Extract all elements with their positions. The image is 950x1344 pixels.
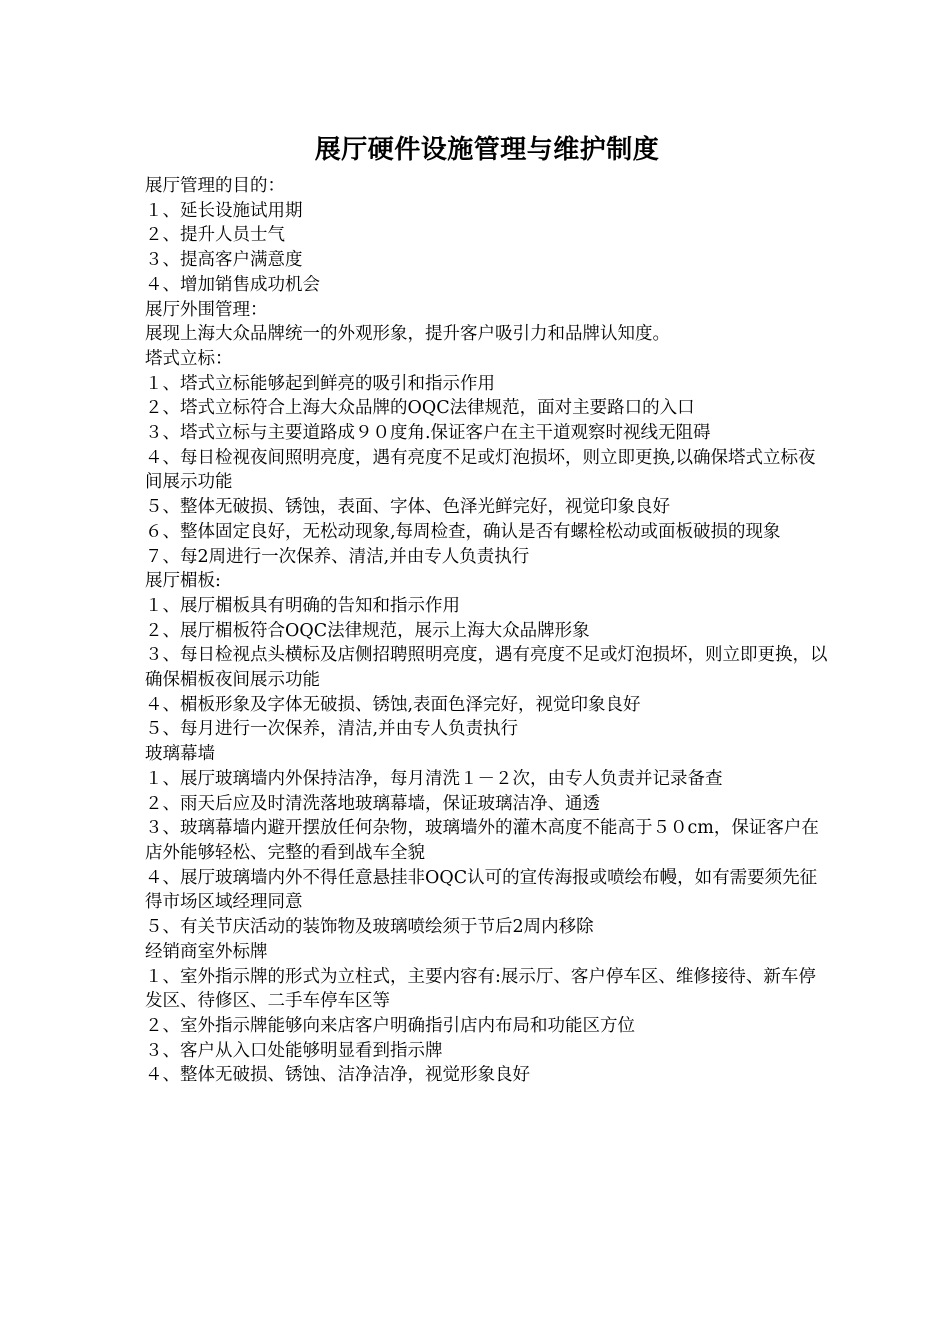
paragraph-line: ３、客户从入口处能够明显看到指示牌	[145, 1040, 443, 1061]
paragraph-line: ２、室外指示牌能够向来店客户明确指引店内布局和功能区方位	[145, 1015, 635, 1036]
paragraph-line: １、展厅楣板具有明确的告知和指示作用	[145, 595, 460, 616]
paragraph-line: ５、有关节庆活动的装饰物及玻璃喷绘须于节后2周内移除	[145, 917, 594, 938]
paragraph-line: ３、每日检视点头横标及店侧招聘照明亮度，遇有亮度不足或灯泡损坏，则立即更换，以确保楣板夜间展示功能	[145, 645, 828, 691]
paragraph-line: ２、展厅楣板符合OQC法律规范，展示上海大众品牌形象	[145, 620, 590, 641]
paragraph-line: ５、每月进行一次保养，清洁,并由专人负责执行	[145, 719, 519, 740]
paragraph-line: １、延长设施试用期	[145, 200, 303, 221]
paragraph-line: ２、塔式立标符合上海大众品牌的OQC法律规范，面对主要路口的入口	[145, 398, 695, 419]
document-page	[145, 128, 829, 1088]
paragraph-line: ４、展厅玻璃墙内外不得任意悬挂非OQC认可的宣传海报或喷绘布幔，如有需要须先征得市场区域经理同意	[145, 867, 818, 913]
paragraph-line: ２、雨天后应及时清洗落地玻璃幕墙，保证玻璃洁净、通透	[145, 793, 600, 814]
paragraph-line: 展厅管理的目的：	[145, 176, 285, 196]
paragraph-line: ７、每2周进行一次保养、清洁,并由专人负责执行	[145, 546, 530, 567]
paragraph-line: ４、整体无破损、锈蚀、洁净洁净，视觉形象良好	[145, 1065, 530, 1086]
paragraph-line: ４、增加销售成功机会	[145, 274, 320, 295]
paragraph-line: 展厅外围管理：	[145, 299, 268, 320]
paragraph-line: 展现上海大众品牌统一的外观形象，提升客户吸引力和品牌认知度。	[145, 324, 670, 345]
document-title: 展厅硬件设施管理与维护制度	[314, 135, 660, 165]
paragraph-line: ２、提升人员士气	[145, 225, 285, 246]
paragraph-line: １、塔式立标能够起到鲜亮的吸引和指示作用	[145, 373, 495, 394]
paragraph-line: ６、整体固定良好，无松动现象,每周检查，确认是否有螺栓松动或面板破损的现象	[145, 521, 781, 542]
paragraph-line: ３、提高客户满意度	[145, 250, 303, 271]
paragraph-line: １、室外指示牌的形式为立柱式，主要内容有:展示厅、客户停车区、维修接待、新车停发区、待修区、二手车停车区等	[145, 966, 816, 1012]
paragraph-line: ５、整体无破损、锈蚀，表面、字体、色泽光鲜完好，视觉印象良好	[145, 497, 670, 518]
paragraph-line: 塔式立标：	[145, 348, 233, 369]
document-body	[145, 174, 829, 1088]
paragraph-line: 展厅楣板:	[145, 571, 221, 592]
paragraph-line: １、展厅玻璃墙内外保持洁净，每月清洗１－２次，由专人负责并记录备查	[145, 768, 723, 789]
paragraph-line: ３、玻璃幕墙内避开摆放任何杂物，玻璃墙外的灌木高度不能高于５０cm，保证客户在店外能够轻松、完整的看到战车全貌	[145, 818, 819, 863]
paragraph-line: ４、楣板形象及字体无破损、锈蚀,表面色泽完好，视觉印象良好	[145, 694, 641, 715]
paragraph-line: ４、每日检视夜间照明亮度，遇有亮度不足或灯泡损坏，则立即更换,以确保塔式立标夜间展示功能	[145, 447, 816, 493]
paragraph-line: ３、塔式立标与主要道路成９０度角.保证客户在主干道观察时视线无阻碍	[145, 423, 711, 444]
paragraph-line: 玻璃幕墙	[145, 744, 215, 765]
paragraph-line: 经销商室外标牌	[145, 941, 268, 962]
